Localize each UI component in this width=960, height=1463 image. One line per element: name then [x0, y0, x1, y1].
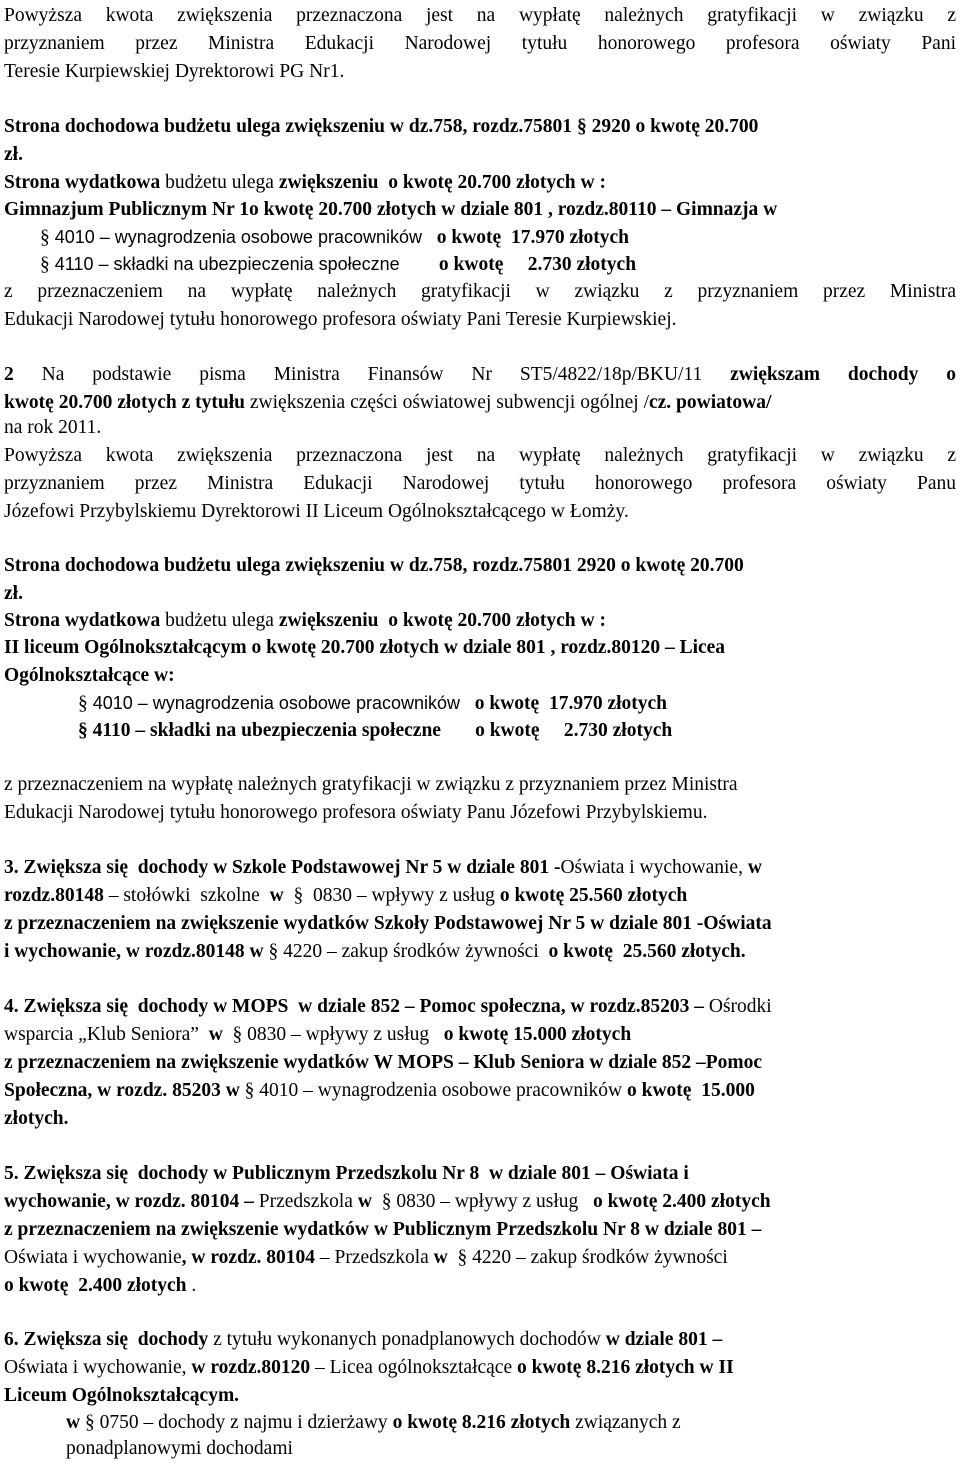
text-line: [4, 938, 956, 966]
text-segment: II liceum Ogólnokształcącym o kwotę 20.700 złotych w dziale 801 , rozdz.80120 – Licea: [4, 637, 726, 658]
text-segment: o kwotę 17.970 złotych: [465, 693, 668, 714]
text-segment: 5. Zwiększa się dochody w Publicznym Przedszkolu Nr 8 w dziale 801 – Oświata i: [4, 1163, 689, 1184]
text-segment: Edukacji Narodowej tytułu honorowego profesora oświaty Panu Józefowi Przybylskiemu.: [4, 802, 708, 823]
text-segment: Oświata i wychowanie,: [4, 1357, 192, 1378]
text-line: [4, 854, 956, 882]
text-segment: przyznaniem przez Ministra Edukacji Narodowej tytułu honorowego profesora oświaty Pani: [4, 33, 956, 54]
text-segment: § 0830 – wpływy z usług: [283, 885, 500, 906]
text-segment: i wychowanie, w rozdz.80148 w: [4, 941, 264, 962]
text-segment: o kwotę 25.560 złotych: [499, 885, 688, 906]
text-segment: z przeznaczeniem na wypłatę należnych gratyfikacji w związku z przyznaniem przez Ministra: [4, 774, 738, 795]
text-segment: w: [433, 1247, 448, 1268]
text-segment: , w rozdz. 80104: [181, 1247, 316, 1268]
text-segment: Oświata i wychowanie,: [560, 857, 743, 878]
text-segment: – stołówki szkolne: [103, 885, 270, 906]
text-line: [66, 1409, 956, 1437]
text-line: [4, 442, 956, 470]
text-segment: zł.: [4, 583, 23, 604]
text-segment: zwiększam dochody o: [730, 364, 956, 385]
text-segment: 4010 – wynagrodzenia osobowe pracowników: [87, 693, 465, 713]
text-segment: 2: [4, 364, 14, 385]
text-segment: 3. Zwiększa się dochody w Szkole Podstawowej Nr 5 w dziale 801 -: [4, 857, 561, 878]
text-segment: na rok 2011.: [4, 417, 102, 438]
text-segment: ponadplanowymi dochodami: [66, 1438, 293, 1459]
text-line: [4, 580, 956, 608]
text-segment: Powyższa kwota zwiększenia przeznaczona jest na wypłatę należnych gratyfikacji w związku z: [4, 445, 956, 466]
text-line: [4, 910, 956, 938]
text-segment: 2920 o kwotę 20.700: [586, 116, 759, 137]
text-segment: Ośrodki: [703, 996, 772, 1017]
text-segment: z przeznaczeniem na zwiększenie wydatków W MOPS – Klub Seniora w dziale 852 –Pomoc: [4, 1052, 763, 1073]
text-line: [4, 1272, 956, 1300]
text-segment: zł.: [4, 144, 23, 165]
text-segment: w rozdz.80120: [191, 1357, 311, 1378]
text-segment: o kwotę 17.970 złotych: [427, 227, 630, 248]
text-segment: Strona dochodowa budżetu ulega zwiększeniu w dz.758, rozdz.75801 2920 o kwotę 20.700: [4, 555, 744, 576]
text-line: [40, 224, 956, 252]
text-segment: – Przedszkola: [315, 1247, 434, 1268]
text-line: [4, 1354, 956, 1382]
text-line: [4, 389, 956, 417]
text-segment: kwotę 20.700 złotych z tytułu: [4, 392, 246, 413]
text-line: [4, 58, 956, 86]
text-segment: 6. Zwiększa się dochody: [4, 1329, 209, 1350]
text-segment: rozdz.80148: [4, 885, 104, 906]
text-line: [4, 1160, 956, 1188]
text-segment: zwiększeniu o kwotę 20.700 złotych w :: [278, 610, 606, 631]
text-line: [4, 2, 956, 30]
text-segment: § 4010 – wynagrodzenia osobowe pracowników: [239, 1080, 627, 1101]
text-segment: Liceum Ogólnokształcącym.: [4, 1385, 240, 1406]
text-line: [4, 470, 956, 498]
text-line: [4, 771, 956, 799]
text-segment: Gimnazjum Publicznym Nr 1o kwotę 20.700 złotych w dziale 801 , rozdz.80110 – Gimnazja w: [4, 199, 778, 220]
text-segment: Społeczna, w rozdz. 85203 w: [4, 1080, 240, 1101]
text-segment: o kwotę 15.000 złotych: [443, 1024, 632, 1045]
text-line: [4, 30, 956, 58]
text-line: [4, 196, 956, 224]
text-segment: cz. powiatowa/: [648, 392, 772, 413]
text-segment: w: [269, 885, 284, 906]
text-line: [4, 1077, 956, 1105]
text-line: [4, 278, 956, 306]
text-line: [4, 113, 956, 141]
text-segment: Teresie Kurpiewskiej Dyrektorowi PG Nr1.: [4, 61, 345, 82]
text-line: [4, 607, 956, 635]
text-segment: § 4220 – zakup środków żywności: [447, 1247, 728, 1268]
text-segment: w: [742, 857, 762, 878]
text-segment: w: [66, 1412, 81, 1433]
text-line: [4, 141, 956, 169]
text-segment: budżetu ulega: [160, 610, 279, 631]
text-segment: zwiększeniu o kwotę 20.700 złotych w :: [278, 172, 606, 193]
text-line: [4, 882, 956, 910]
text-segment: o kwotę 8.216 złotych w II: [517, 1357, 734, 1378]
text-segment: o kwotę 2.730 złotych: [440, 720, 673, 741]
text-segment: o kwotę 15.000: [627, 1080, 755, 1101]
text-line: [4, 361, 956, 389]
text-segment: § 0830 – wpływy z usług: [222, 1024, 444, 1045]
text-segment: Powyższa kwota zwiększenia przeznaczona jest na wypłatę należnych gratyfikacji w związku z: [4, 5, 956, 26]
text-segment: .: [186, 1275, 197, 1296]
text-line: [4, 552, 956, 580]
text-line: [4, 306, 956, 334]
text-segment: – Licea ogólnokształcące: [310, 1357, 517, 1378]
text-segment: § 0750 – dochody z najmu i dzierżawy: [80, 1412, 393, 1433]
text-segment: Strona wydatkowa: [4, 172, 161, 193]
text-segment: §: [40, 254, 50, 275]
text-line: [4, 1244, 956, 1272]
text-segment: związanych z: [570, 1412, 681, 1433]
text-segment: §: [576, 116, 587, 137]
text-segment: o kwotę 8.216 złotych: [392, 1412, 571, 1433]
text-line: [4, 498, 956, 526]
text-line: [4, 414, 956, 442]
text-segment: 4010 – wynagrodzenia osobowe pracowników: [49, 227, 427, 247]
text-line: [4, 993, 956, 1021]
text-segment: złotych.: [4, 1108, 69, 1129]
text-segment: o kwotę 25.560 złotych.: [548, 941, 746, 962]
text-segment: Oświata i wychowanie: [4, 1247, 182, 1268]
text-segment: z przeznaczeniem na zwiększenie wydatków w Publicznym Przedszkolu Nr 8 w dziale 801 –: [4, 1219, 762, 1240]
text-segment: Przedszkola: [253, 1191, 358, 1212]
text-line: [4, 1188, 956, 1216]
text-segment: z przeznaczeniem na zwiększenie wydatków Szkoły Podstawowej Nr 5 w dziale 801 -Oświata: [4, 913, 772, 934]
text-segment: z przeznaczeniem na wypłatę należnych gratyfikacji w związku z przyznaniem przez Ministra: [4, 281, 956, 302]
text-segment: Na podstawie pisma Ministra Finansów Nr ST5/4822/18p/BKU/11: [13, 364, 731, 385]
text-segment: w: [208, 1024, 223, 1045]
text-line: [4, 662, 956, 690]
text-segment: Strona dochodowa budżetu ulega zwiększeniu w dz.758, rozdz.75801: [4, 116, 577, 137]
text-segment: 4110 – składki na ubezpieczenia społeczne: [49, 254, 410, 274]
text-line: [4, 1326, 956, 1354]
text-segment: Józefowi Przybylskiemu Dyrektorowi II Liceum Ogólnokształcącego w Łomży.: [4, 501, 629, 522]
text-segment: w: [357, 1191, 372, 1212]
text-line: [4, 1105, 956, 1133]
text-segment: o kwotę 2.400 złotych: [592, 1191, 771, 1212]
text-segment: wsparcia „Klub Seniora”: [4, 1024, 209, 1045]
text-segment: zwiększenia części oświatowej subwencji ogólnej /: [245, 392, 649, 413]
text-segment: Strona wydatkowa: [4, 610, 161, 631]
text-segment: §: [78, 693, 88, 714]
text-line: [4, 1021, 956, 1049]
text-line: [4, 1216, 956, 1244]
text-line: [78, 717, 956, 745]
text-segment: §: [40, 227, 50, 248]
text-line: [40, 251, 956, 279]
text-line: [4, 1382, 956, 1410]
text-line: [4, 799, 956, 827]
text-segment: o kwotę 2.730 złotych: [409, 254, 637, 275]
text-segment: Ogólnokształcące w:: [4, 665, 175, 686]
text-segment: przyznaniem przez Ministra Edukacji Narodowej tytułu honorowego profesora oświaty Panu: [4, 473, 956, 494]
text-segment: § 4220 – zakup środków żywności: [263, 941, 549, 962]
text-line: [78, 690, 956, 718]
text-segment: budżetu ulega: [160, 172, 279, 193]
text-line: [4, 169, 956, 197]
text-segment: 4. Zwiększa się dochody w MOPS w dziale 852 – Pomoc społeczna, w rozdz.85203 –: [4, 996, 704, 1017]
text-line: [66, 1435, 956, 1463]
text-segment: o kwotę 2.400 złotych: [4, 1275, 187, 1296]
text-segment: § 4110 – składki na ubezpieczenia społeczne: [78, 720, 441, 741]
text-line: [4, 1049, 956, 1077]
text-segment: Edukacji Narodowej tytułu honorowego profesora oświaty Pani Teresie Kurpiewskiej.: [4, 309, 677, 330]
text-line: [4, 634, 956, 662]
text-segment: z tytułu wykonanych ponadplanowych dochodów: [208, 1329, 606, 1350]
text-segment: § 0830 – wpływy z usług: [371, 1191, 593, 1212]
text-segment: wychowanie, w rozdz. 80104 –: [4, 1191, 254, 1212]
text-segment: w dziale 801 –: [605, 1329, 723, 1350]
